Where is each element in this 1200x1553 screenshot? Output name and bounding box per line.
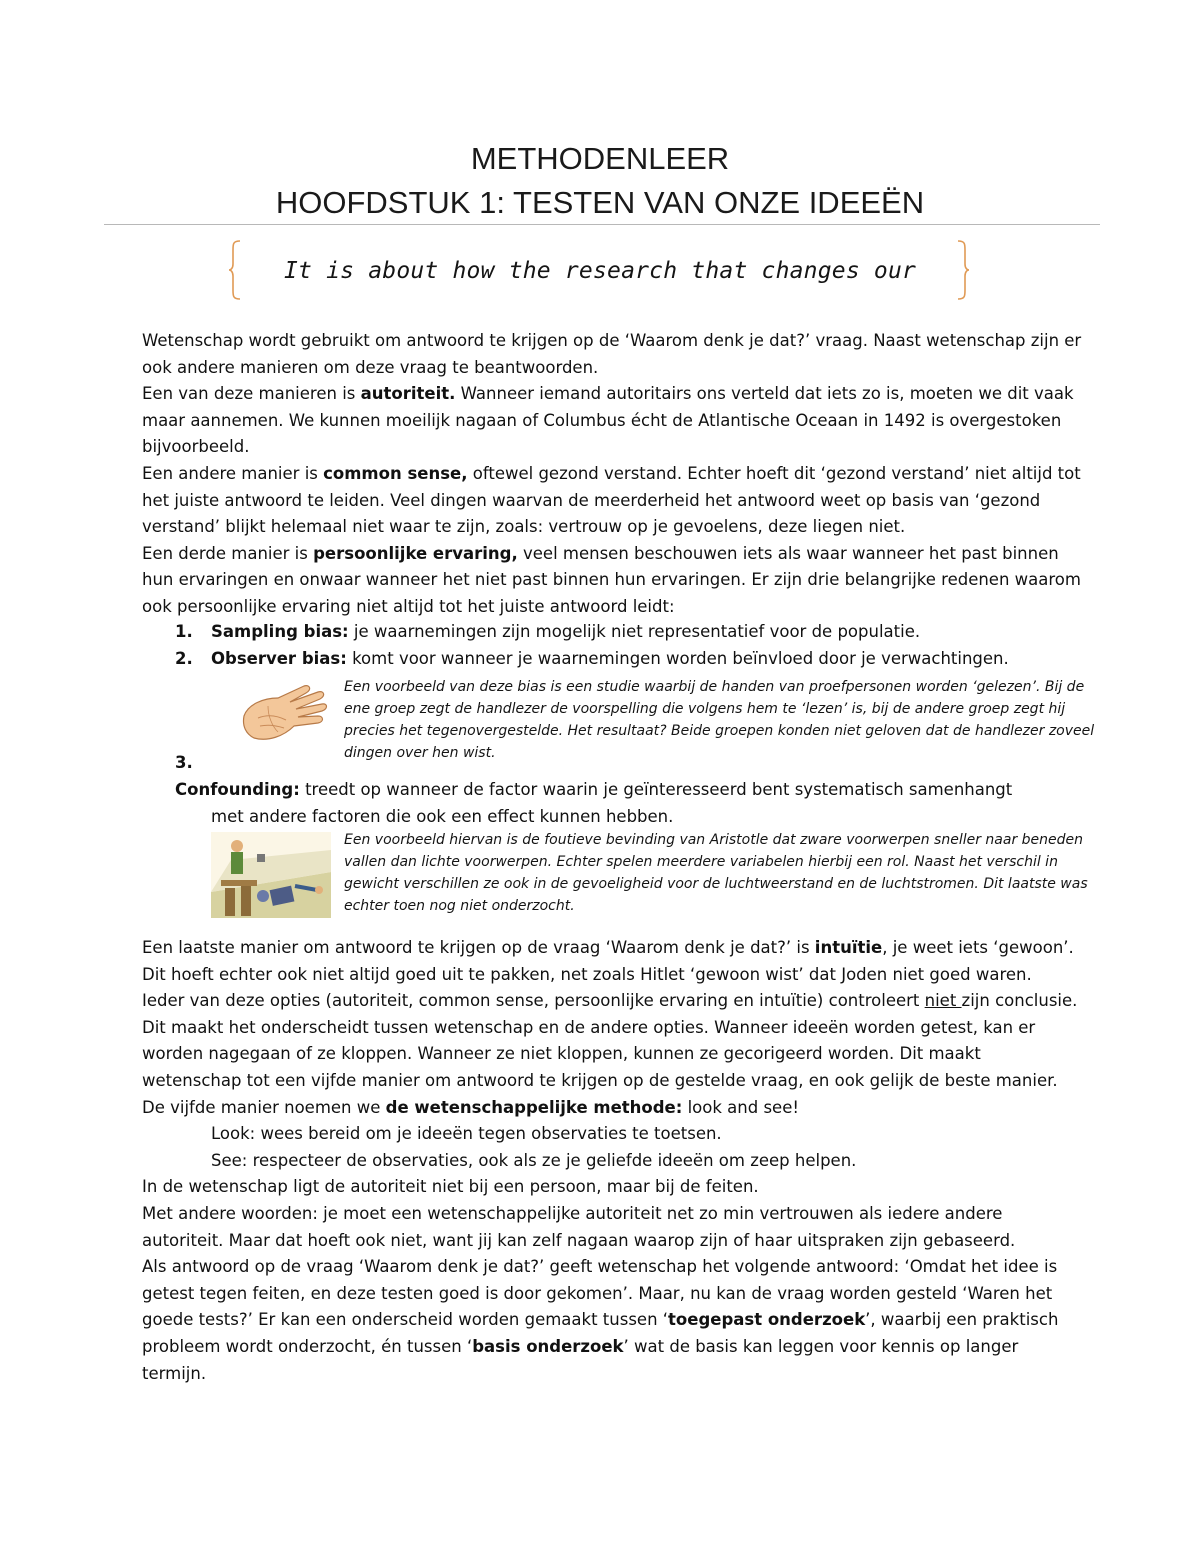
term-common-sense: common sense, bbox=[323, 463, 468, 483]
term-observer-bias: Observer bias: bbox=[211, 649, 347, 668]
paragraph-common-sense: Een andere manier is common sense, oftewel gezond verstand. Echter hoeft dit ‘gezond verstand’ niet altijd tot het juiste antwoord te leiden. Veel dingen waarvan de meerderheid het antwoord weet op basis van ‘gezond verstand’ blijkt helemaal niet waar te zijn, zoals: vertrouw op je gevoelens, deze liegen niet. bbox=[142, 463, 1081, 537]
paragraph-science: Wetenschap wordt gebruikt om antwoord te krijgen op de ‘Waarom denk je dat?’ vraag. Naast wetenschap zijn er ook andere manieren om deze vraag te beantwoorden. bbox=[142, 331, 1082, 377]
list-number: 2. bbox=[175, 649, 193, 668]
paragraph-research-types: Als antwoord op de vraag ‘Waarom denk je dat?’ geeft wetenschap het volgende antwoord: ‘Omdat het idee is getest tegen feiten, en deze testen goed is door gekomen’. Maar, nu kan de vraag worden gesteld ‘Waren het goede tests?’ Er kan een onderscheid worden gemaakt tussen ‘toegepast onderzoek’, waarbij een praktisch probleem wordt onderzocht, én tussen ‘basis onderzoek’ wat de basis kan leggen voor kennis op langer termijn. bbox=[142, 1257, 1059, 1383]
title-divider bbox=[104, 224, 1100, 225]
term-applied-research: toegepast onderzoek bbox=[668, 1310, 866, 1330]
term-basic-research: basis onderzoek bbox=[472, 1336, 624, 1356]
underlined-niet: niet bbox=[924, 991, 962, 1011]
term-authority: autoriteit. bbox=[360, 384, 456, 404]
list-number: 3. bbox=[175, 753, 193, 772]
right-brace-icon bbox=[956, 240, 970, 300]
list-number: 1. bbox=[175, 622, 193, 641]
falling-objects-illustration bbox=[211, 832, 331, 918]
left-brace-icon bbox=[228, 240, 242, 300]
list-item: Confounding: treedt op wanneer de factor waarin je geïnteresseerd bent systematisch samenhangt met andere factoren die ook een effect kunnen hebben. bbox=[175, 780, 1013, 826]
paragraph-other-words: Met andere woorden: je moet een wetenschappelijke autoriteit net zo min vertrouwen als iedere andere autoriteit. Maar dat hoeft ook niet, want jij kan zelf nagaan waarop zijn of haar uitspraken zijn gebaseerd. bbox=[142, 1203, 1016, 1250]
page-subtitle: HOOFDSTUK 1: TESTEN VAN ONZE IDEEËN bbox=[275, 185, 925, 220]
paragraph-intuition: Een laatste manier om antwoord te krijgen op de vraag ‘Waarom denk je dat?’ is intuïtie, je weet iets ‘gewoon’. Dit hoeft echter ook niet altijd goed uit te pakken, net zoals Hitlet ‘gewoon wist’ dat Joden niet goed waren. bbox=[142, 938, 1074, 984]
second-section bbox=[142, 935, 1082, 1387]
term-confounding: Confounding: bbox=[175, 780, 300, 799]
pull-quote: It is about how the research that changes our bbox=[283, 258, 917, 284]
paragraph-authority: Een van deze manieren is autoriteit. Wanneer iemand autoritairs ons verteld dat iets zo is, moeten we dit vaak maar aannemen. We kunnen moeilijk nagaan of Columbus écht de Atlantische Oceaan in 1492 is overgestoken bijvoorbeeld. bbox=[142, 384, 1074, 457]
hand-illustration bbox=[238, 676, 334, 754]
look-line: Look: wees bereid om je ideeën tegen observaties te toetsen. bbox=[211, 1124, 722, 1144]
confounding-example: Een voorbeeld hiervan is de foutieve bevinding van Aristotle dat zware voorwerpen sneller naar beneden vallen dan lichte voorwerpen. Echter spelen meerdere variabelen hierbij een rol. Naast het verschil in gewicht verschillen ze ook in de gevoeligheid voor de luchtweerstand en de luchtstromen. Dit laatste was echter toen nog niet onderzocht. bbox=[344, 832, 1088, 914]
term-scientific-method: de wetenschappelijke methode: bbox=[385, 1097, 683, 1117]
observer-bias-example: Een voorbeeld van deze bias is een studie waarbij de handen van proefpersonen worden ‘gelezen’. Bij de ene groep zegt de handlezer de voorspelling die volgens hem te ‘lezen’ is, bij de andere groep zegt hij precies het tegenovergestelde. Het resultaat? Beide groepen konden niet geloven dat de handlezer zoveel dingen over hen wist. bbox=[344, 679, 1095, 761]
paragraph-scientific-method: Ieder van deze opties (autoriteit, common sense, persoonlijke ervaring en intuïtie) controleert niet zijn conclusie. Dit maakt het onderscheidt tussen wetenschap en de andere opties. Wanneer ideeën worden getest, kan er worden nagegaan of ze kloppen. Wanneer ze niet kloppen, kunnen ze gecorigeerd worden. Dit maakt wetenschap tot een vijfde manier om antwoord te krijgen op de gestelde vraag, en ook gelijk de beste manier. De vijfde manier noemen we de wetenschappelijke methode: look and see! bbox=[142, 991, 1078, 1117]
paragraph-personal-experience: Een derde manier is persoonlijke ervaring, veel mensen beschouwen iets als waar wanneer het past binnen hun ervaringen en onwaar wanneer het niet past binnen hun ervaringen. Er zijn drie belangrijke redenen waarom ook persoonlijke ervaring niet altijd tot het juiste antwoord leidt: bbox=[142, 543, 1081, 616]
paragraph-authority-facts: In de wetenschap ligt de autoriteit niet bij een persoon, maar bij de feiten. bbox=[142, 1177, 759, 1197]
page-title: METHODENLEER bbox=[470, 141, 730, 176]
term-personal-experience: persoonlijke ervaring, bbox=[313, 543, 518, 563]
term-intuition: intuïtie bbox=[814, 938, 883, 957]
see-line: See: respecteer de observaties, ook als ze je geliefde ideeën om zeep helpen. bbox=[211, 1150, 857, 1170]
term-sampling-bias: Sampling bias: bbox=[211, 622, 349, 641]
intro-section bbox=[142, 328, 1082, 621]
